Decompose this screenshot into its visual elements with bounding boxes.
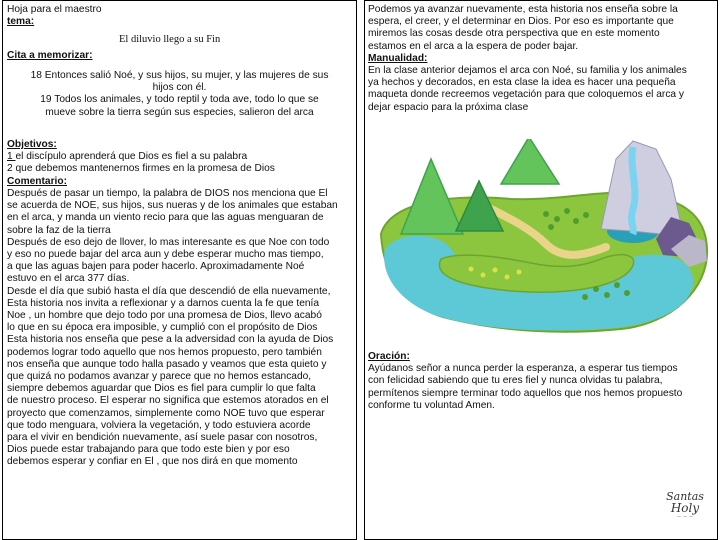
- cita-line: hijos con él.: [152, 82, 207, 94]
- comentario-label: Comentario:: [7, 175, 67, 187]
- objetivo-2: 2 que debemos mantenernos firmes en la promesa de Dios: [7, 163, 275, 175]
- logo-small-mark: ~ ~ ~: [676, 514, 694, 521]
- comentario-line: a que las aguas bajen para poder hacerlo. Aproximadamente Noé: [7, 261, 305, 273]
- comentario-line: estuvo en el arca 377 días.: [7, 273, 130, 285]
- diorama-illustration: [371, 139, 713, 339]
- tema-label: tema:: [7, 16, 35, 27]
- oracion-line: conforme tu voluntad Amen.: [368, 399, 495, 411]
- sheet-header: Hoja para el maestro: [7, 4, 102, 15]
- waterfall-stream: [632, 147, 635, 234]
- intro-line: Podemos ya avanzar nuevamente, esta historia nos enseña sobre la: [368, 4, 678, 15]
- oracion-section: [368, 351, 716, 412]
- tema-title: El diluvio llego a su Fin: [119, 34, 221, 45]
- comentario-line: podemos lograr todo aquello que nos hemos propuesto, pero también: [7, 346, 322, 358]
- comentario-line: proyecto que comenzamos, simplemente como NOE tuvo que esperar: [7, 407, 325, 419]
- comentario-line: Después de pasar un tiempo, la palabra de DIOS nos menciona que El: [7, 188, 328, 199]
- comentario-line: debemos esperar y confiar en El , que nos dirá en que momento: [7, 456, 298, 468]
- cita-line: mueve sobre la tierra según sus especies, salieron del arca: [45, 106, 314, 118]
- comentario-line: lo que en su época era imposible, y cumplió con el propósito de Dios: [7, 322, 318, 334]
- intro-text: [368, 4, 716, 114]
- comentario-line: sobre la faz de la tierra: [7, 224, 111, 236]
- oracion-label: Oración:: [368, 351, 410, 362]
- comentario-line: en el arca, y manda un viento recio para que las aguas menguaran de: [7, 212, 324, 224]
- comentario-line: Después de eso dejo de llover, lo mas interesante es que Noe con todo: [7, 236, 330, 248]
- comentario-line: Noe , un hombre que dejo todo por una promesa de Dios, llevo acabó: [7, 310, 322, 322]
- cita-line: 18 Entonces salió Noé, y sus hijos, su mujer, y las mujeres de sus: [30, 70, 329, 81]
- comentario-line: que todo menguara, volviera la vegetación, y todo estuviera acorde: [7, 419, 311, 431]
- brand-logo: [658, 491, 712, 535]
- right-column: [364, 0, 718, 540]
- intro-line: espera, el creer, y el determinar en Dios. Por eso es importante que: [368, 16, 674, 28]
- comentario-line: Esta historia nos invita a reflexionar y a darnos cuenta la fe que tenía: [7, 297, 320, 309]
- oracion-line: con felicidad sabiendo que tu eres fiel y nunca olvidas tu palabra,: [368, 375, 663, 387]
- comentario-line: Dios puede estar trabajando para que todo este bien y por eso: [7, 444, 290, 456]
- objetivos-section: [7, 139, 357, 188]
- cita-line: 19 Todos los animales, y todo reptil y toda ave, todo lo que se: [40, 94, 319, 106]
- comentario-line: Esta historia nos enseña que pese a la adversidad con la ayuda de Dios: [7, 334, 334, 346]
- objetivo-1-text: el discípulo aprenderá que Dios es fiel a su palabra: [15, 151, 248, 163]
- intro-line: estamos en el arca a la espera de poder bajar.: [368, 40, 579, 52]
- objetivos-label: Objetivos:: [7, 139, 57, 150]
- manualidad-line: dejar espacio para la próxima clase: [368, 101, 529, 113]
- comentario-line: para el vivir en bendición nuevamente, así suele pasar con nosotros,: [7, 432, 318, 444]
- tree-cone: [501, 139, 559, 184]
- tree-cone: [401, 159, 463, 234]
- manualidad-label: Manualidad:: [368, 52, 428, 64]
- comentario-line: nos enseña que aunque todo halla pasado y veamos que esta quieto y: [7, 358, 327, 370]
- oracion-line: permítenos siempre terminar todo aquellos que nos hemos propuesto: [368, 387, 683, 399]
- comentario-line: se acuerda de NOE, sus hijos, sus nueras y de los animales que estaban: [7, 200, 338, 212]
- comentario-line: que quizá no podamos avanzar y parece que no hemos estancado,: [7, 371, 312, 383]
- intro-line: miremos las cosas desde otra perspectiva que en este momento: [368, 28, 660, 40]
- objetivo-1-number: 1: [7, 151, 16, 163]
- manualidad-line: maqueta donde recreemos vegetación para que coloquemos el arca y: [368, 89, 685, 101]
- logo-line-1: Santas: [666, 490, 704, 503]
- comentario-line: y eso no puede bajar del arca aun y debe esperar mucho mas tiempo,: [7, 249, 324, 261]
- comentario-text: [7, 188, 357, 469]
- cita-text: [7, 70, 352, 119]
- comentario-line: de nuestro proceso. El esperar no significa que estemos atorados en el: [7, 395, 329, 407]
- comentario-line: Desde el día que subió hasta el día que descendió de ella nuevamente,: [7, 285, 331, 297]
- left-column: [2, 0, 357, 540]
- objetivo-1: [7, 151, 357, 163]
- manualidad-line: En la clase anterior dejamos el arca con Noé, su familia y los animales: [368, 65, 687, 77]
- cita-label: Cita a memorizar:: [7, 50, 93, 61]
- manualidad-line: ya hechos y decorados, en esta clase la idea es hacer una pequeña: [368, 77, 676, 89]
- oracion-line: Ayúdanos señor a nunca perder la esperanza, a esperar tus tiempos: [368, 363, 678, 375]
- logo-line-2: Holy: [670, 501, 700, 515]
- comentario-line: siempre debemos aguardar que Dios es fiel para cumplir lo que falta: [7, 383, 316, 395]
